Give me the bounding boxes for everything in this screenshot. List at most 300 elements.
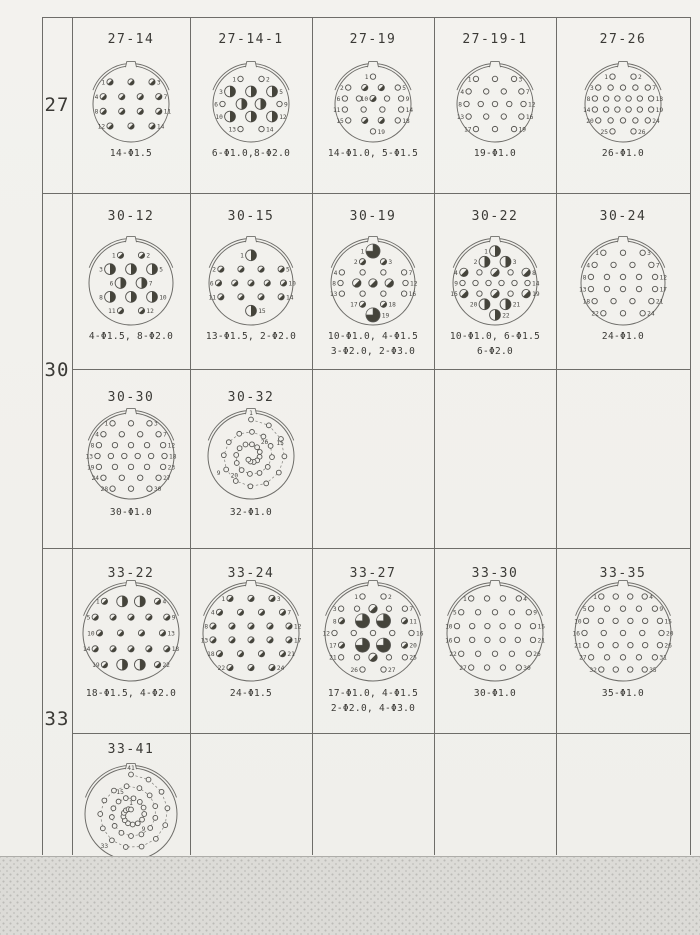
pin-3 xyxy=(596,85,601,90)
pin-1 xyxy=(360,594,365,599)
pin-21 xyxy=(649,298,654,303)
key-notch xyxy=(490,237,501,243)
pin-25 xyxy=(153,804,158,809)
pin-12 xyxy=(238,294,244,300)
pin-13 xyxy=(466,114,471,119)
pin-number: 8 xyxy=(582,274,587,282)
pin-12 xyxy=(141,805,146,810)
pin-9 xyxy=(526,610,531,615)
pin-number: 13 xyxy=(200,637,209,645)
pin-9 xyxy=(229,623,235,629)
pin-24 xyxy=(386,655,391,660)
pin-16 xyxy=(615,107,620,112)
pin-27 xyxy=(137,786,142,791)
connector-title: 27-19 xyxy=(349,32,397,47)
pin-number: 10 xyxy=(574,618,582,626)
pin-23 xyxy=(160,464,165,469)
pin-2 xyxy=(259,76,264,81)
connector-title: 33-41 xyxy=(107,742,155,757)
pin-6 xyxy=(491,268,499,276)
pin-22 xyxy=(459,651,464,656)
connector-diagram xyxy=(311,221,435,345)
pin-19 xyxy=(370,129,375,134)
pin-number: 7 xyxy=(163,431,167,439)
grid-line-h xyxy=(72,369,690,370)
pin-18 xyxy=(109,815,114,820)
pin-14 xyxy=(92,646,98,652)
pin-31 xyxy=(652,655,657,660)
pin-19 xyxy=(640,630,645,635)
connector-caption: 32-Φ1.0 xyxy=(229,507,273,518)
pin-number: 17 xyxy=(659,286,668,294)
pin-19 xyxy=(101,662,107,668)
pin-30 xyxy=(102,798,107,803)
pin-13 xyxy=(339,291,344,296)
pin-4 xyxy=(592,262,597,267)
pin-number: 13 xyxy=(228,126,236,134)
pin-1 xyxy=(129,807,134,812)
pin-3 xyxy=(380,259,386,265)
pin-32 xyxy=(246,457,251,462)
pin-field xyxy=(95,79,172,131)
pin-number: 6 xyxy=(109,280,114,288)
pin-2 xyxy=(128,79,134,85)
connector-title: 27-26 xyxy=(599,32,647,47)
pin-6 xyxy=(342,96,347,101)
pin-11 xyxy=(144,442,149,447)
pin-2 xyxy=(117,596,128,607)
pin-number: 17 xyxy=(463,126,472,134)
pin-19 xyxy=(366,308,380,322)
pin-4 xyxy=(642,594,647,599)
pin-number: 3 xyxy=(518,76,523,84)
pin-number: 3 xyxy=(156,79,161,87)
pin-8 xyxy=(248,280,254,286)
pin-17 xyxy=(601,630,606,635)
pin-6 xyxy=(264,481,269,486)
pin-number: 14 xyxy=(266,126,274,134)
key-notch xyxy=(246,237,257,243)
pin-number: 41 xyxy=(127,765,135,773)
pin-number: 20 xyxy=(666,630,674,638)
pin-number: 12 xyxy=(293,623,302,631)
pin-2 xyxy=(492,76,497,81)
pin-5 xyxy=(278,266,284,272)
pin-2 xyxy=(266,423,271,428)
connector-title: 30-30 xyxy=(107,390,155,405)
connector-diagram xyxy=(311,571,435,695)
pin-26 xyxy=(360,667,365,672)
pin-1 xyxy=(249,417,254,422)
pin-6 xyxy=(475,610,480,615)
pin-number: 16 xyxy=(525,113,534,121)
pin-9 xyxy=(126,291,137,302)
pin-8 xyxy=(588,274,593,279)
pin-number: 12 xyxy=(322,630,330,638)
pin-number: 3 xyxy=(219,88,223,96)
pin-13 xyxy=(250,430,255,435)
pin-28 xyxy=(484,665,489,670)
pin-14 xyxy=(370,630,375,635)
pin-number: 9 xyxy=(216,469,221,477)
pin-13 xyxy=(628,618,633,623)
pin-number: 21 xyxy=(287,651,295,659)
pin-16 xyxy=(128,646,134,652)
pin-11 xyxy=(507,101,512,106)
pin-number: 18 xyxy=(169,453,177,461)
pin-number: 1 xyxy=(129,800,133,808)
pin-15 xyxy=(122,453,127,458)
pin-number: 1 xyxy=(595,250,599,258)
pin-number: 4 xyxy=(460,88,465,96)
pin-9 xyxy=(164,614,170,620)
pin-19 xyxy=(511,126,516,131)
pin-number: 5 xyxy=(582,606,587,614)
pin-15 xyxy=(110,646,116,652)
pin-8 xyxy=(210,623,216,629)
pin-23 xyxy=(475,651,480,656)
pin-22 xyxy=(598,642,603,647)
pin-3 xyxy=(105,264,116,275)
connector-caption: 10-Φ1.0, 6-Φ1.5 xyxy=(449,331,541,342)
pin-number: 10 xyxy=(87,630,95,638)
pin-number: 1 xyxy=(593,593,597,601)
pin-5 xyxy=(477,270,482,275)
pin-21 xyxy=(608,118,613,123)
pin-15 xyxy=(246,305,257,316)
pin-25 xyxy=(402,655,407,660)
pin-number: 7 xyxy=(409,606,414,614)
pin-3 xyxy=(338,606,343,611)
pin-4 xyxy=(126,264,137,275)
connector-diagram xyxy=(433,571,557,695)
pin-40 xyxy=(146,777,151,782)
pin-number: 26 xyxy=(533,651,541,659)
pin-13 xyxy=(159,630,165,636)
pin-11 xyxy=(156,108,162,114)
pin-22 xyxy=(354,655,359,660)
pin-8 xyxy=(522,268,530,276)
pin-number: 18 xyxy=(402,117,410,125)
pin-8 xyxy=(96,442,101,447)
pin-14 xyxy=(259,126,264,131)
pin-3 xyxy=(500,256,511,267)
pin-number: 1 xyxy=(354,593,358,601)
pin-17 xyxy=(265,465,270,470)
pin-13 xyxy=(512,280,517,285)
pin-20 xyxy=(239,468,244,473)
pin-19 xyxy=(237,651,243,657)
pin-number: 19 xyxy=(381,312,390,320)
pin-number: 5 xyxy=(286,266,290,274)
pin-number: 20 xyxy=(586,117,594,125)
pin-7 xyxy=(232,280,238,286)
pin-16 xyxy=(454,637,459,642)
pin-19 xyxy=(96,464,101,469)
pin-10 xyxy=(620,274,625,279)
pin-11 xyxy=(218,294,224,300)
pin-number: 18 xyxy=(207,651,215,659)
row-label-30: 30 xyxy=(44,359,70,381)
pin-8 xyxy=(100,108,106,114)
row-label-33: 33 xyxy=(44,708,70,730)
pin-26 xyxy=(631,129,636,134)
pin-number: 23 xyxy=(167,464,176,472)
pin-number: 4 xyxy=(586,262,591,270)
pin-3 xyxy=(147,421,152,426)
pin-16 xyxy=(267,637,273,643)
pin-number: 7 xyxy=(652,84,657,92)
pin-2 xyxy=(138,252,144,258)
pin-number: 30 xyxy=(523,664,531,672)
pin-20 xyxy=(630,298,635,303)
pin-9 xyxy=(277,101,282,106)
pin-18 xyxy=(216,651,222,657)
pin-9 xyxy=(398,96,403,101)
pin-13 xyxy=(500,623,505,628)
pin-field xyxy=(214,76,288,133)
pin-7 xyxy=(248,484,253,489)
pin-19 xyxy=(611,298,616,303)
pin-11 xyxy=(267,623,273,629)
pin-number: 4 xyxy=(333,269,338,277)
pin-number: 31 xyxy=(659,654,667,662)
pin-6 xyxy=(115,278,126,289)
pin-12 xyxy=(107,123,113,129)
pin-field xyxy=(323,594,424,674)
pin-number: 15 xyxy=(664,618,672,626)
pin-22 xyxy=(234,453,239,458)
pin-20 xyxy=(515,637,520,642)
pin-7 xyxy=(620,606,625,611)
pin-20 xyxy=(119,830,124,835)
pin-12 xyxy=(160,442,165,447)
pin-6 xyxy=(604,606,609,611)
pin-8 xyxy=(338,280,343,285)
pin-number: 10 xyxy=(215,113,223,121)
pin-number: 6 xyxy=(214,101,218,109)
pin-number: 8 xyxy=(99,294,103,302)
connector-caption: 17-Φ1.0, 4-Φ1.5 xyxy=(327,688,419,699)
pin-number: 14 xyxy=(82,646,91,654)
pin-field xyxy=(333,74,413,136)
pin-14 xyxy=(642,618,647,623)
pin-34 xyxy=(628,667,633,672)
pin-18 xyxy=(164,646,170,652)
pin-6 xyxy=(137,432,142,437)
pin-number: 30 xyxy=(153,486,162,494)
pin-number: 22 xyxy=(502,312,510,320)
pin-9 xyxy=(119,108,125,114)
pin-1 xyxy=(599,594,604,599)
pin-number: 1 xyxy=(221,595,226,603)
pin-26 xyxy=(657,642,662,647)
pin-5 xyxy=(119,432,124,437)
pin-number: 8 xyxy=(458,101,462,109)
pin-number: 22 xyxy=(449,651,457,659)
pin-11 xyxy=(626,96,631,101)
pin-number: 9 xyxy=(533,609,538,617)
pin-14 xyxy=(604,286,609,291)
pin-number: 7 xyxy=(408,269,413,277)
pin-22 xyxy=(144,464,149,469)
pin-field xyxy=(583,74,663,136)
pin-17 xyxy=(378,117,384,123)
pin-1 xyxy=(601,250,606,255)
pin-17 xyxy=(652,286,657,291)
key-notch xyxy=(126,237,137,243)
pin-15 xyxy=(460,289,468,297)
pin-20 xyxy=(258,651,264,657)
pin-13 xyxy=(380,107,385,112)
pin-number: 16 xyxy=(416,630,424,638)
pin-1 xyxy=(473,76,478,81)
key-notch xyxy=(126,62,137,68)
pin-number: 8 xyxy=(90,442,95,450)
pin-number: 18 xyxy=(582,298,591,306)
pin-number: 4 xyxy=(94,94,99,102)
pin-9 xyxy=(135,821,140,826)
pin-number: 26 xyxy=(664,642,672,650)
pin-number: 6 xyxy=(336,95,341,103)
pin-number: 10 xyxy=(360,95,369,103)
pin-22 xyxy=(154,662,160,668)
pin-12 xyxy=(361,107,366,112)
pin-6 xyxy=(630,262,635,267)
grid-line-h xyxy=(42,193,690,194)
connector-title: 33-30 xyxy=(471,566,519,581)
connector-caption: 13-Φ1.5, 2-Φ2.0 xyxy=(205,331,297,342)
pin-9 xyxy=(460,280,465,285)
connector-caption: 4-Φ1.5, 8-Φ2.0 xyxy=(88,331,174,342)
pin-9 xyxy=(356,614,370,628)
pin-11 xyxy=(636,274,641,279)
pin-41 xyxy=(129,772,134,777)
pin-5 xyxy=(588,606,593,611)
pin-number: 2 xyxy=(638,74,642,82)
pin-number: 12 xyxy=(528,101,536,109)
pin-7 xyxy=(402,606,407,611)
key-notch xyxy=(618,581,629,587)
connector-diagram xyxy=(69,752,193,857)
pin-12 xyxy=(637,96,642,101)
pin-8 xyxy=(636,606,641,611)
pin-number: 21 xyxy=(329,654,337,662)
pin-number: 7 xyxy=(163,94,168,102)
pin-9 xyxy=(264,280,270,286)
connector-shell xyxy=(582,66,661,142)
pin-number: 4 xyxy=(454,269,458,277)
connector-title: 27-14 xyxy=(107,32,155,47)
pin-15 xyxy=(530,623,535,628)
pin-7 xyxy=(156,94,162,100)
pin-23 xyxy=(248,664,254,670)
pin-4 xyxy=(154,598,160,604)
pin-18 xyxy=(492,126,497,131)
pin-number: 28 xyxy=(100,486,109,494)
scanner-texture-strip xyxy=(0,857,700,935)
connector-title: 33-35 xyxy=(599,566,647,581)
pin-number: 13 xyxy=(329,291,338,299)
pin-number: 1 xyxy=(240,252,244,260)
pin-number: 25 xyxy=(600,128,608,136)
pin-13 xyxy=(128,123,134,129)
pin-7 xyxy=(156,432,161,437)
connector-title: 30-19 xyxy=(349,209,397,224)
pin-35 xyxy=(139,844,144,849)
pin-17 xyxy=(338,642,344,648)
pin-26 xyxy=(137,475,142,480)
pin-number: 14 xyxy=(405,106,414,114)
pin-9 xyxy=(478,101,483,106)
pin-15 xyxy=(620,286,625,291)
pin-12 xyxy=(267,111,278,122)
pin-6 xyxy=(137,94,143,100)
pin-number: 26 xyxy=(350,666,358,674)
pin-16 xyxy=(636,286,641,291)
connector-diagram xyxy=(69,394,193,518)
pin-number: 2 xyxy=(146,252,151,260)
pin-11 xyxy=(342,107,347,112)
pin-17 xyxy=(148,453,153,458)
pin-3 xyxy=(269,595,275,601)
pin-8 xyxy=(105,291,116,302)
key-notch xyxy=(126,581,137,587)
pin-8 xyxy=(255,99,266,110)
pin-number: 7 xyxy=(148,280,153,288)
pin-3 xyxy=(238,266,244,272)
pin-2 xyxy=(128,421,133,426)
connector-caption: 14-Φ1.5 xyxy=(109,148,153,159)
pin-6 xyxy=(501,89,506,94)
pin-5 xyxy=(119,94,125,100)
pin-20 xyxy=(401,642,407,648)
connector-caption: 14-Φ1.0, 5-Φ1.5 xyxy=(327,148,419,159)
pin-14 xyxy=(398,107,403,112)
pin-2 xyxy=(359,259,365,265)
pin-30 xyxy=(147,486,152,491)
pin-16 xyxy=(582,630,587,635)
pin-21 xyxy=(530,637,535,642)
pin-9 xyxy=(224,467,229,472)
pin-2 xyxy=(248,595,254,601)
pin-number: 17 xyxy=(293,637,302,645)
pin-29 xyxy=(128,486,133,491)
key-notch xyxy=(618,237,629,243)
pin-3 xyxy=(149,79,155,85)
pin-number: 8 xyxy=(532,269,536,277)
pin-number: 14 xyxy=(582,106,591,114)
pin-number: 9 xyxy=(171,614,176,622)
pin-number: 17 xyxy=(350,301,358,309)
connector-caption: 10-Φ1.0, 4-Φ1.5 xyxy=(327,331,419,342)
pin-26 xyxy=(147,793,152,798)
pin-10 xyxy=(280,280,286,286)
pin-28 xyxy=(604,655,609,660)
pin-22 xyxy=(620,118,625,123)
pin-number: 22 xyxy=(162,662,170,670)
pin-12 xyxy=(499,280,504,285)
pin-23 xyxy=(613,642,618,647)
pin-number: 8 xyxy=(94,108,99,116)
pin-37 xyxy=(163,823,168,828)
pin-16 xyxy=(409,630,414,635)
pin-number: 5 xyxy=(402,84,407,92)
pin-12 xyxy=(485,623,490,628)
pin-4 xyxy=(282,454,287,459)
pin-number: 22 xyxy=(591,310,599,318)
pin-number: 2 xyxy=(266,76,270,84)
